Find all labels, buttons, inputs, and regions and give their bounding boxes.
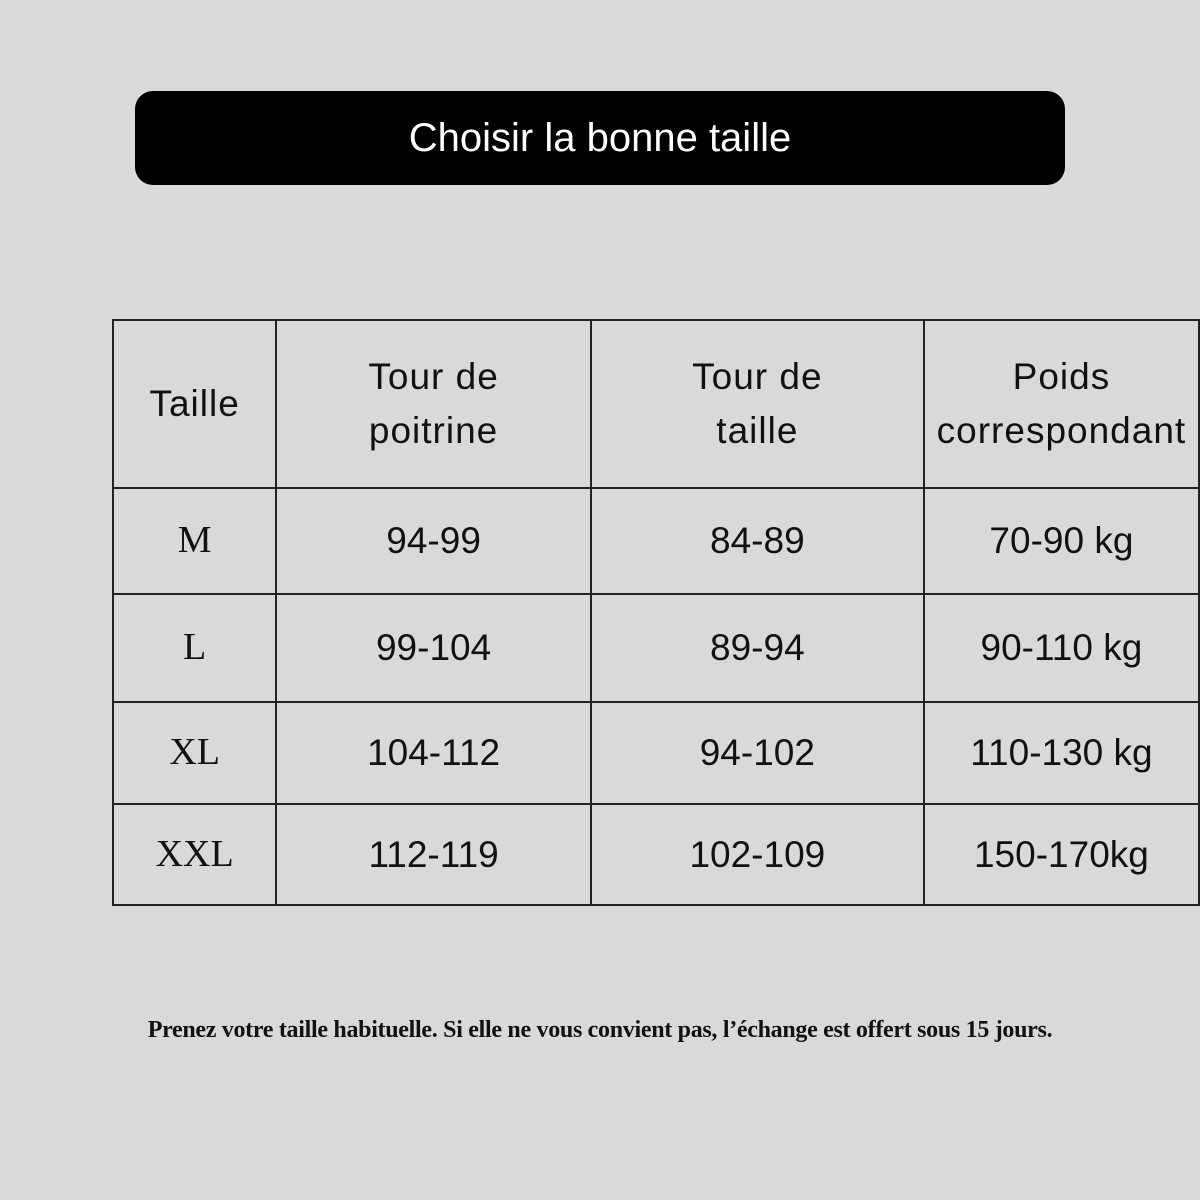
weight-cell: 70-90 kg	[924, 488, 1199, 594]
table-row	[113, 804, 1199, 905]
exchange-note: Prenez votre taille habituelle. Si elle ne vous convient pas, l’échange est offert sous 15 jours.	[147, 1017, 1053, 1043]
table-row	[113, 488, 1199, 594]
waist-cell: 102-109	[591, 804, 924, 905]
waist-cell: 89-94	[591, 594, 924, 702]
chest-cell: 104-112	[276, 702, 591, 804]
table-row	[113, 702, 1199, 804]
header-cell: Taille	[113, 320, 276, 488]
size-cell: XL	[113, 702, 276, 804]
header-cell: Tour de poitrine	[276, 320, 591, 488]
size-cell: L	[113, 594, 276, 702]
header-cell: Poids correspondant	[924, 320, 1199, 488]
header-cell: Tour de taille	[591, 320, 924, 488]
chest-cell: 99-104	[276, 594, 591, 702]
size-cell: M	[113, 488, 276, 594]
chest-cell: 112-119	[276, 804, 591, 905]
waist-cell: 94-102	[591, 702, 924, 804]
table-row	[113, 594, 1199, 702]
size-cell: XXL	[113, 804, 276, 905]
chest-cell: 94-99	[276, 488, 591, 594]
page-title: Choisir la bonne taille	[408, 115, 792, 160]
weight-cell: 110-130 kg	[924, 702, 1199, 804]
weight-cell: 150-170kg	[924, 804, 1199, 905]
waist-cell: 84-89	[591, 488, 924, 594]
table-header-row	[113, 320, 1199, 488]
weight-cell: 90-110 kg	[924, 594, 1199, 702]
size-chart-table	[112, 319, 1200, 906]
title-banner	[135, 91, 1065, 185]
